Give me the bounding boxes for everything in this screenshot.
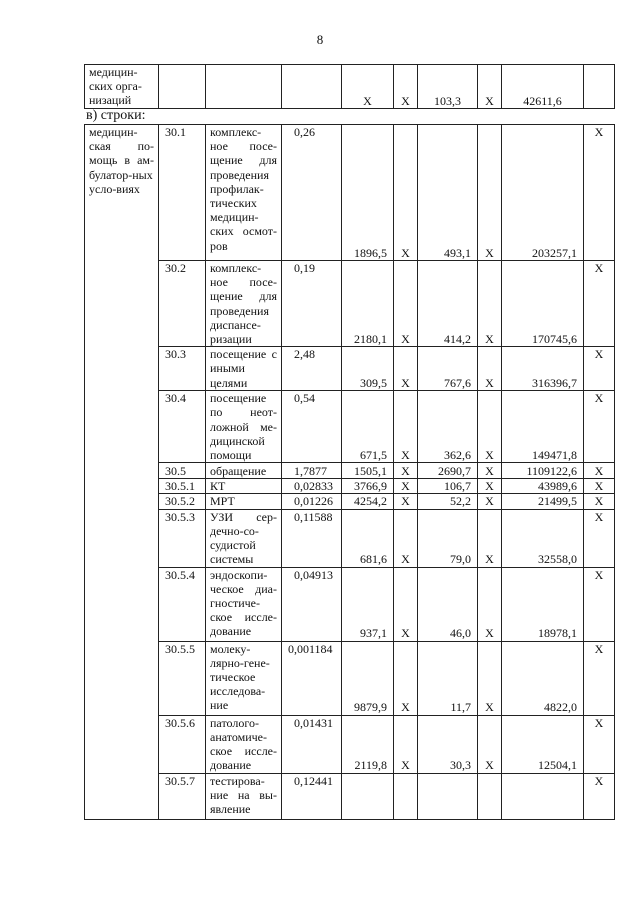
table-row	[85, 479, 615, 494]
cell: 103,3	[418, 65, 478, 109]
x-mark: X	[584, 567, 615, 641]
x-mark: X	[394, 463, 418, 479]
page-number: 8	[316, 32, 324, 47]
service-name: посещение с иными целями	[206, 347, 282, 391]
coefficient: 0,04913	[282, 567, 342, 641]
cell	[584, 65, 615, 109]
coefficient: 0,02833	[282, 479, 342, 494]
value: 43989,6	[502, 479, 584, 494]
x-mark: X	[584, 509, 615, 567]
table-row	[85, 125, 615, 261]
x-mark: X	[584, 391, 615, 463]
value: 12504,1	[502, 715, 584, 773]
cell: X	[478, 65, 502, 109]
cell: X	[394, 65, 418, 109]
x-mark: X	[394, 479, 418, 494]
x-mark: X	[394, 125, 418, 261]
value: 149471,8	[502, 391, 584, 463]
row-id: 30.5.1	[159, 479, 206, 494]
table-row	[85, 494, 615, 509]
coefficient: 0,001184	[282, 641, 342, 715]
x-mark: X	[584, 479, 615, 494]
x-mark: X	[394, 715, 418, 773]
coefficient: 0,01431	[282, 715, 342, 773]
table-row	[85, 261, 615, 347]
x-mark: X	[478, 391, 502, 463]
cell: X	[342, 65, 394, 109]
value: 1109122,6	[502, 463, 584, 479]
value: 937,1	[342, 567, 394, 641]
value: 46,0	[418, 567, 478, 641]
x-mark: X	[394, 641, 418, 715]
value: 2690,7	[418, 463, 478, 479]
service-name: эндоскопи-ческое диа-гностиче-ское иссле-дование	[206, 567, 282, 641]
table-row	[85, 773, 615, 819]
value: 32558,0	[502, 509, 584, 567]
x-mark: X	[584, 641, 615, 715]
value: 21499,5	[502, 494, 584, 509]
row-id: 30.5.7	[159, 773, 206, 819]
value: 52,2	[418, 494, 478, 509]
row-id: 30.5.5	[159, 641, 206, 715]
value: 316396,7	[502, 347, 584, 391]
service-name: тестирова-ние на вы-явление	[206, 773, 282, 819]
x-mark: X	[478, 715, 502, 773]
row-id: 30.5.6	[159, 715, 206, 773]
value: 2180,1	[342, 261, 394, 347]
x-mark: X	[584, 494, 615, 509]
value: 767,6	[418, 347, 478, 391]
coefficient: 0,11588	[282, 509, 342, 567]
value: 11,7	[418, 641, 478, 715]
x-mark: X	[394, 567, 418, 641]
service-name: УЗИ сер-дечно-со-судистой системы	[206, 509, 282, 567]
continuation-table	[84, 64, 615, 109]
x-mark: X	[478, 641, 502, 715]
row-id: 30.2	[159, 261, 206, 347]
value: 309,5	[342, 347, 394, 391]
x-mark: X	[478, 463, 502, 479]
value: 681,6	[342, 509, 394, 567]
row-id: 30.5.4	[159, 567, 206, 641]
table-row	[85, 509, 615, 567]
main-table	[84, 124, 615, 820]
row-id: 30.5	[159, 463, 206, 479]
row-id: 30.5.3	[159, 509, 206, 567]
table-row	[85, 463, 615, 479]
x-mark	[478, 773, 502, 819]
x-mark: X	[584, 261, 615, 347]
x-mark: X	[394, 347, 418, 391]
value: 1505,1	[342, 463, 394, 479]
table-row	[85, 391, 615, 463]
x-mark: X	[478, 567, 502, 641]
table-row	[85, 567, 615, 641]
x-mark: X	[478, 125, 502, 261]
value	[342, 773, 394, 819]
cell	[159, 65, 206, 109]
value: 1896,5	[342, 125, 394, 261]
row-id: 30.4	[159, 391, 206, 463]
x-mark: X	[394, 509, 418, 567]
value: 4822,0	[502, 641, 584, 715]
coefficient: 1,7877	[282, 463, 342, 479]
value: 2119,8	[342, 715, 394, 773]
x-mark: X	[584, 715, 615, 773]
value: 79,0	[418, 509, 478, 567]
value: 493,1	[418, 125, 478, 261]
service-name: комплекс-ное посе-щение для проведения диспансе-ризации	[206, 261, 282, 347]
x-mark: X	[394, 261, 418, 347]
row-id: 30.3	[159, 347, 206, 391]
row-id: 30.5.2	[159, 494, 206, 509]
x-mark: X	[584, 463, 615, 479]
x-mark: X	[478, 261, 502, 347]
table-row	[85, 715, 615, 773]
coefficient: 2,48	[282, 347, 342, 391]
value: 3766,9	[342, 479, 394, 494]
coefficient: 0,01226	[282, 494, 342, 509]
table-row	[85, 347, 615, 391]
table-row	[85, 65, 615, 109]
service-name: КТ	[206, 479, 282, 494]
x-mark: X	[584, 347, 615, 391]
section-label: в) строки:	[86, 108, 146, 123]
x-mark	[394, 773, 418, 819]
coefficient: 0,12441	[282, 773, 342, 819]
x-mark: X	[394, 494, 418, 509]
value	[418, 773, 478, 819]
value: 203257,1	[502, 125, 584, 261]
x-mark: X	[478, 509, 502, 567]
coefficient: 0,26	[282, 125, 342, 261]
coefficient: 0,54	[282, 391, 342, 463]
value	[502, 773, 584, 819]
value: 106,7	[418, 479, 478, 494]
service-name: посещение по неот-ложной ме-дицинской помощи	[206, 391, 282, 463]
cell	[282, 65, 342, 109]
x-mark: X	[394, 391, 418, 463]
service-name: комплекс-ное посе-щение для проведения профилак-тических медицин-ских осмот-ров	[206, 125, 282, 261]
x-mark: X	[584, 773, 615, 819]
service-name: обращение	[206, 463, 282, 479]
value: 170745,6	[502, 261, 584, 347]
x-mark: X	[478, 479, 502, 494]
value: 9879,9	[342, 641, 394, 715]
row-id: 30.1	[159, 125, 206, 261]
cell	[206, 65, 282, 109]
coefficient: 0,19	[282, 261, 342, 347]
group-label: медицин-ская по-мощь в ам-булатор-ных усло-виях	[85, 125, 159, 820]
value: 30,3	[418, 715, 478, 773]
cell: 42611,6	[502, 65, 584, 109]
service-name: МРТ	[206, 494, 282, 509]
value: 414,2	[418, 261, 478, 347]
x-mark: X	[478, 347, 502, 391]
value: 671,5	[342, 391, 394, 463]
value: 362,6	[418, 391, 478, 463]
service-name: патолого-анатомиче-ское иссле-дование	[206, 715, 282, 773]
x-mark: X	[478, 494, 502, 509]
row-label: медицин-ских орга-низаций	[85, 65, 159, 109]
table-row	[85, 641, 615, 715]
service-name: молеку-лярно-гене-тическое исследова-ние	[206, 641, 282, 715]
x-mark: X	[584, 125, 615, 261]
value: 4254,2	[342, 494, 394, 509]
value: 18978,1	[502, 567, 584, 641]
